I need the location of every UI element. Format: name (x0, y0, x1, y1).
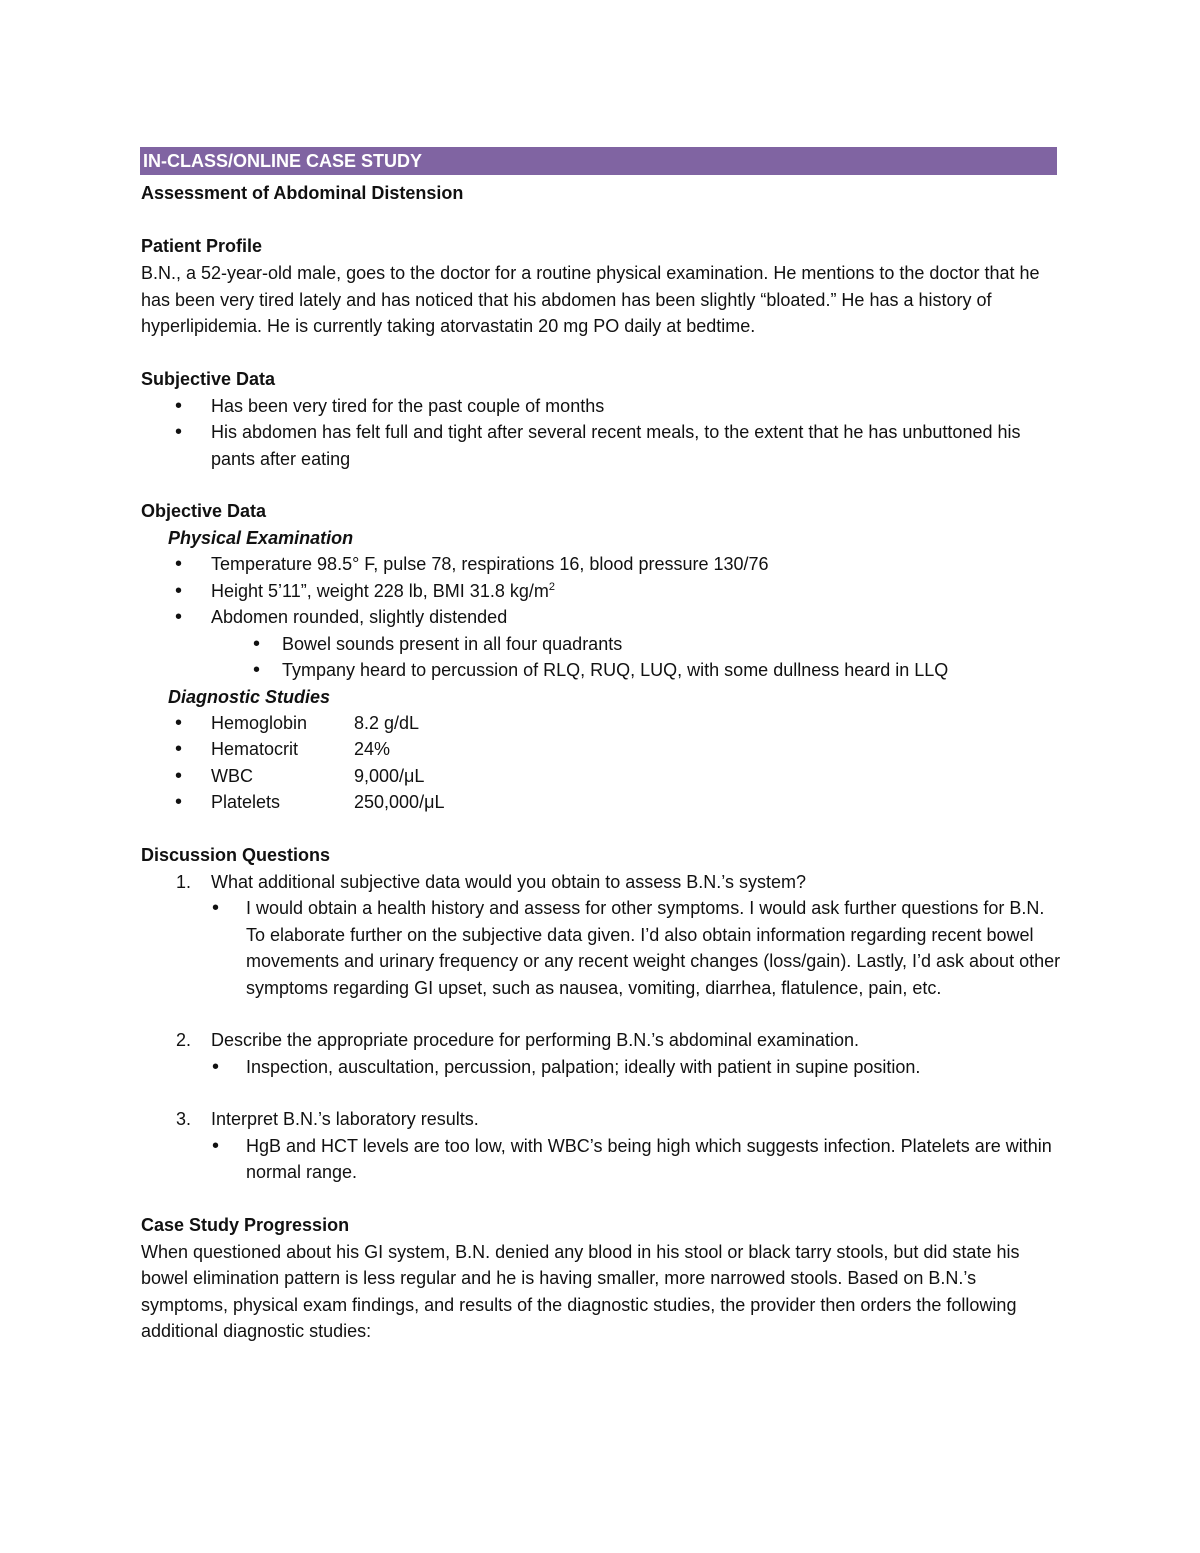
lab-name: Platelets (211, 792, 281, 812)
list-item: • Abdomen rounded, slightly distended (141, 604, 1061, 631)
question-item (141, 1106, 1061, 1186)
question-item (141, 869, 1061, 1002)
question-number: 2. (176, 1030, 192, 1050)
question-number: 3. (176, 1109, 192, 1129)
case-study-banner: IN-CLASS/ONLINE CASE STUDY (140, 147, 1057, 175)
patient-profile-section (141, 233, 1061, 340)
question-number: 1. (176, 871, 192, 892)
list-item: • Has been very tired for the past couple of months (141, 393, 1061, 420)
patient-profile-heading: Patient Profile (141, 236, 263, 256)
case-study-progression-section (141, 1212, 1061, 1345)
document-title: Assessment of Abdominal Distension (141, 183, 464, 203)
answer-list (211, 1133, 1061, 1186)
list-item: • Bowel sounds present in all four quadrants (141, 631, 1061, 658)
answer-list (211, 895, 1061, 1001)
lab-row (141, 736, 1061, 763)
objective-data-heading: Objective Data (141, 501, 267, 521)
question-text: Describe the appropriate procedure for performing B.N.’s abdominal examination. (211, 1030, 860, 1050)
discussion-questions-list (141, 869, 1061, 1186)
objective-data-section (141, 498, 1061, 816)
question-item (141, 1027, 1061, 1080)
subjective-data-section (141, 366, 1061, 473)
bmi-superscript: 2 (548, 580, 555, 593)
case-study-progression-text: When questioned about his GI system, B.N. denied any blood in his stool or black tarry stools, but did state his bowel elimination pattern is less regular and he is having smaller, more narrowed stools. Based on B.N.’s symptoms, physical exam findings, and results of the diagnostic studies, the provider then orders the following additional diagnostic studies: (141, 1241, 1020, 1341)
list-item: • Temperature 98.5° F, pulse 78, respirations 16, blood pressure 130/76 (141, 551, 1061, 578)
lab-name: Hematocrit (211, 739, 299, 759)
lab-name: WBC (211, 765, 253, 786)
list-item: • Tympany heard to percussion of RLQ, RUQ, LUQ, with some dullness heard in LLQ (141, 657, 1061, 684)
lab-name: Hemoglobin (211, 712, 308, 733)
subjective-data-heading: Subjective Data (141, 368, 276, 389)
document-content (141, 180, 1061, 1345)
answer-text: • Inspection, auscultation, percussion, palpation; ideally with patient in supine position. (141, 1054, 1061, 1081)
lab-row (141, 710, 1061, 737)
patient-profile-text: B.N., a 52-year-old male, goes to the doctor for a routine physical examination. He mentions to the doctor that he has been very tired lately and has noticed that his abdomen has been slightly “bloated.” He has a history of hyperlipidemia. He is currently taking atorvastatin 20 mg PO daily at bedtime. (141, 263, 1040, 336)
physical-examination-heading: Physical Examination (168, 528, 354, 548)
abdomen-findings-list (141, 631, 1061, 684)
question-text: Interpret B.N.’s laboratory results. (211, 1109, 479, 1129)
bmi-text: Height 5’11”, weight 228 lb, BMI 31.8 kg/m (211, 580, 549, 601)
answer-text: • HgB and HCT levels are too low, with WBC’s being high which suggests infection. Platelets are within normal range. (141, 1133, 1061, 1186)
list-item: • His abdomen has felt full and tight after several recent meals, to the extent that he has unbuttoned his pants after eating (141, 419, 1061, 472)
diagnostic-studies-heading: Diagnostic Studies (168, 686, 331, 707)
subjective-data-list (141, 393, 1061, 473)
lab-value: 8.2 g/dL (354, 712, 420, 733)
list-item (141, 578, 1061, 605)
answer-list (211, 1054, 1061, 1081)
lab-value: 9,000/μL (354, 765, 425, 786)
case-study-progression-heading: Case Study Progression (141, 1214, 350, 1235)
lab-results-list (141, 710, 1061, 816)
question-text: What additional subjective data would you obtain to assess B.N.’s system? (211, 871, 806, 892)
lab-value: 250,000/μL (354, 792, 445, 812)
discussion-questions-heading: Discussion Questions (141, 844, 331, 865)
discussion-questions-section (141, 842, 1061, 1186)
physical-examination-list (141, 551, 1061, 631)
answer-text: • I would obtain a health history and assess for other symptoms. I would ask further questions for B.N. To elaborate further on the subjective data given. I’d also obtain information regarding recent bowel movements and urinary frequency or any recent weight changes (loss/gain). Lastly, I’d ask about other symptoms regarding GI upset, such as nausea, vomiting, diarrhea, flatulence, pain, etc. (141, 895, 1061, 1001)
lab-value: 24% (354, 739, 391, 759)
lab-row (141, 763, 1061, 790)
lab-row (141, 789, 1061, 816)
